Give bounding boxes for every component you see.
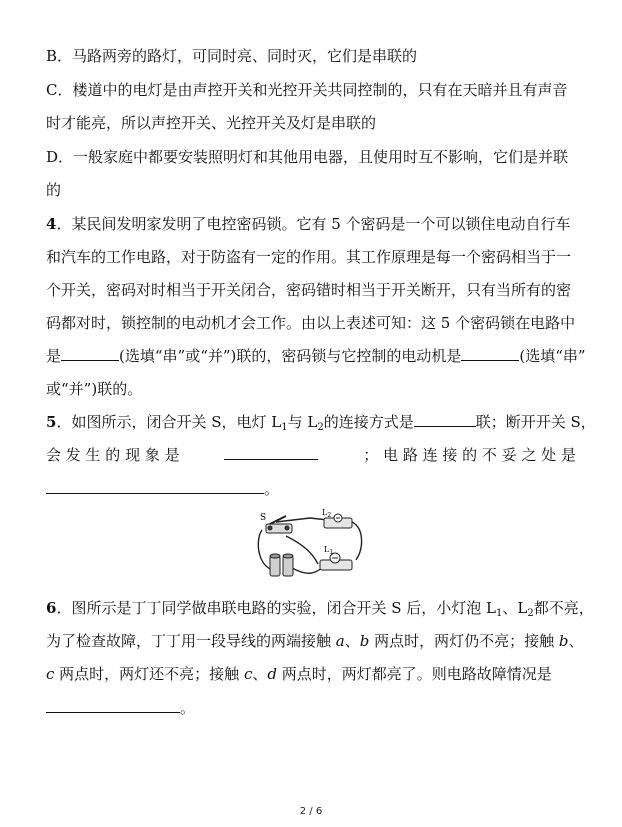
q5-blank3[interactable] bbox=[46, 479, 264, 494]
q6-var-d: d bbox=[267, 665, 277, 683]
q5-text-b: 与 L bbox=[287, 413, 318, 431]
q5-text-3end: 。 bbox=[264, 480, 280, 498]
circuit-figure bbox=[252, 508, 370, 586]
q4-line3: 个开关，密码对时相当于开关闭合，密码错时相当于开关断开，只有当所有的密 bbox=[46, 281, 572, 299]
q5-line1 bbox=[46, 412, 596, 433]
q4-blank1[interactable] bbox=[61, 346, 119, 361]
q6-sub1: 1 bbox=[495, 608, 503, 619]
q5-number: 5 bbox=[46, 413, 57, 431]
q5-text-c: 的连接方式是 bbox=[323, 413, 414, 431]
q5-text-a: ．如图所示，闭合开关 S，电灯 L bbox=[56, 413, 282, 431]
option-c-line1: C．楼道中的电灯是由声控开关和光控开关共同控制的，只有在天暗并且有声音 bbox=[46, 81, 568, 99]
q4-text1: ．某民间发明家发明了电控密码锁。它有 5 个密码是一个可以锁住电动自行车 bbox=[56, 215, 571, 233]
q6-text-a: ．图所示是丁丁同学做串联电路的实验，闭合开关 S 后，小灯泡 L bbox=[56, 599, 496, 617]
q6-var-b: b bbox=[359, 632, 370, 650]
q6-var-a: a bbox=[335, 632, 345, 650]
wire-right bbox=[352, 522, 362, 560]
q5-text-d: 联；断开开关 S， bbox=[475, 413, 596, 431]
q6-text-2a: 为了检查故障，丁丁用一段导线的两端接触 bbox=[46, 632, 336, 650]
wire-top bbox=[276, 518, 328, 522]
label-l1: $L_1$ bbox=[324, 545, 334, 556]
q6-text-3f: 两点时，两灯都亮了。则电路故障情况是 bbox=[276, 665, 552, 683]
q5-line3 bbox=[46, 479, 576, 499]
lamp-l1 bbox=[320, 553, 352, 570]
q4-number: 4 bbox=[46, 215, 57, 233]
option-c-line2: 时才能亮，所以声控开关、光控开关及灯是串联的 bbox=[46, 114, 377, 132]
q6-line3 bbox=[46, 664, 576, 684]
q4-line4: 码都对时，锁控制的电动机才会工作。由以上表述可知：这 5 个密码锁在电路中 bbox=[46, 314, 576, 332]
switch bbox=[266, 516, 292, 533]
q6-line1 bbox=[46, 598, 594, 619]
q4-blank2[interactable] bbox=[461, 346, 519, 361]
q6-text-4end: 。 bbox=[180, 699, 196, 717]
label-s: S bbox=[260, 513, 267, 523]
q5-text-2a: 会 发 生 的 现 象 是 bbox=[46, 446, 180, 464]
q4-text5b: (选填“串”或“并”)联的，密码锁与它控制的电动机是 bbox=[119, 347, 462, 365]
q6-var-b2: b bbox=[558, 632, 569, 650]
page-number: 2 / 6 bbox=[299, 806, 323, 817]
q5-text-2b: ； 电 路 连 接 的 不 妥 之 处 是 bbox=[363, 446, 576, 464]
q4-line1 bbox=[46, 214, 576, 234]
option-b: B．马路两旁的路灯，可同时亮、同时灭，它们是串联的 bbox=[46, 47, 418, 65]
q6-var-c2: c bbox=[243, 665, 253, 683]
q6-blank[interactable] bbox=[46, 698, 180, 713]
q5-line2 bbox=[46, 445, 576, 465]
q6-text-3b: 两点时，两灯还不亮；接触 bbox=[54, 665, 244, 683]
wire-bottom bbox=[292, 568, 322, 573]
option-d-line2: 的 bbox=[46, 181, 62, 199]
q5-blank1[interactable] bbox=[414, 412, 476, 427]
q6-text-2d: 、 bbox=[568, 632, 584, 650]
q4-text5c: (选填“串” bbox=[519, 347, 586, 365]
q6-text-2c: 两点时，两灯仍不亮；接触 bbox=[369, 632, 559, 650]
q4-line2: 和汽车的工作电路，对于防盗有一定的作用。其工作原理是每一个密码相当于一 bbox=[46, 248, 572, 266]
q6-number: 6 bbox=[46, 599, 57, 617]
q6-text-2b: 、 bbox=[344, 632, 360, 650]
q6-text-c: 都不亮， bbox=[533, 599, 594, 617]
q4-line6: 或“并”)联的。 bbox=[46, 380, 143, 398]
q5-blank2[interactable] bbox=[224, 445, 318, 460]
option-d-line1: D．一般家庭中都要安装照明灯和其他用电器，且使用时互不影响，它们是并联 bbox=[46, 148, 569, 166]
q5-sub1: 1 bbox=[281, 422, 288, 433]
q6-line2 bbox=[46, 631, 584, 651]
q4-line5 bbox=[46, 346, 586, 366]
q6-text-b: 、L bbox=[502, 599, 528, 617]
q6-sub2: 2 bbox=[527, 608, 534, 619]
q4-text5a: 是 bbox=[46, 347, 62, 365]
battery bbox=[270, 554, 293, 576]
q6-var-c: c bbox=[46, 665, 55, 683]
label-l2: $L_2$ bbox=[322, 508, 332, 519]
q6-text-3d: 、 bbox=[252, 665, 268, 683]
q5-sub2: 2 bbox=[317, 422, 324, 433]
q6-line4 bbox=[46, 698, 576, 718]
